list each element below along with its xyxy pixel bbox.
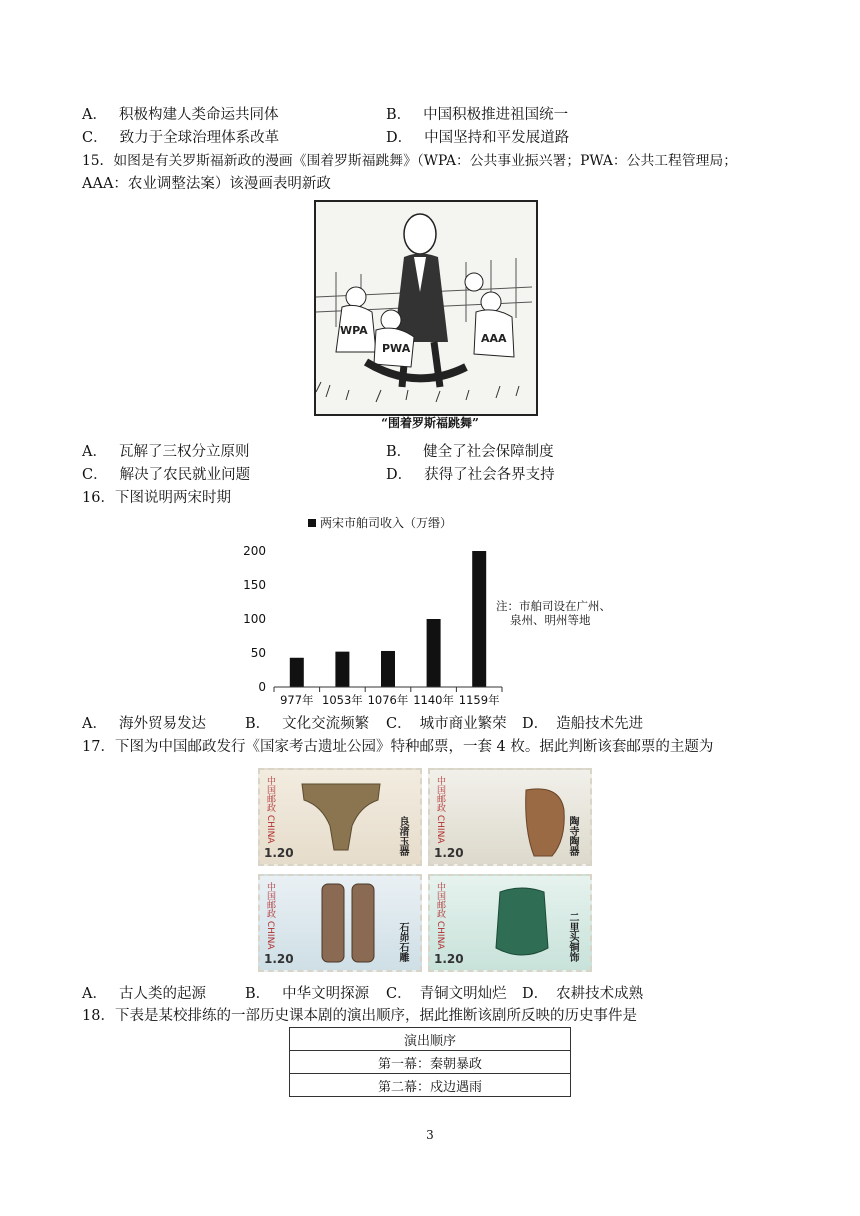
q14-option-c: C． 致力于全球治理体系改革	[82, 130, 280, 146]
chart-legend	[308, 515, 452, 530]
cartoon-caption: “围着罗斯福跳舞”	[381, 416, 479, 430]
y-tick-label: 50	[250, 646, 266, 660]
y-tick-label: 100	[243, 612, 266, 626]
q15-option-a: A． 瓦解了三权分立原则	[82, 444, 250, 460]
q17-stem: 17．下图为中国邮政发行《国家考古遗址公园》特种邮票，一套 4 枚。据此判断该套邮票的主题为	[82, 739, 714, 755]
chart-note-line1: 注：市舶司设在广州、	[496, 599, 611, 613]
page-number: 3	[426, 1128, 434, 1142]
q16-option-d: D． 造船技术先进	[522, 716, 644, 732]
y-tick-label: 150	[243, 578, 266, 592]
roosevelt-cartoon-image	[314, 200, 538, 416]
stamp-set-image	[258, 768, 592, 974]
q15-option-c: C． 解决了农民就业问题	[82, 467, 251, 483]
x-tick-label: 977年	[280, 693, 314, 707]
table-header-cell: 演出顺序	[290, 1028, 571, 1051]
table-row	[290, 1028, 571, 1051]
legend-label: 两宋市舶司收入（万缗）	[320, 516, 453, 530]
bar	[381, 651, 395, 687]
q14-option-d: D． 中国坚持和平发展道路	[386, 130, 570, 146]
q15-stem-line1: 15．如图是有关罗斯福新政的漫画《围着罗斯福跳舞》（WPA：公共事业振兴署；PWA：公共工程管理局；	[82, 153, 738, 169]
revenue-bar-chart	[240, 510, 640, 710]
bar	[290, 658, 304, 687]
bars	[290, 551, 486, 687]
q16-option-b: B． 文化交流频繁	[245, 716, 370, 732]
bar	[427, 619, 441, 687]
q15-stem-line2: AAA：农业调整法案）该漫画表明新政	[82, 176, 331, 192]
q18-stem: 18．下表是某校排练的一部历史课本剧的演出顺序，据此推断该剧所反映的历史事件是	[82, 1008, 637, 1024]
q17-option-a: A． 古人类的起源	[82, 986, 206, 1002]
performance-order-table	[289, 1027, 571, 1097]
legend-swatch	[308, 519, 316, 527]
q15-option-b: B． 健全了社会保障制度	[386, 444, 554, 460]
x-axis	[274, 687, 502, 707]
q16-option-a: A． 海外贸易发达	[82, 716, 206, 732]
stamp-pottery: 中国邮政 CHINA 1.20 陶寺陶器	[428, 768, 592, 866]
table-cell: 第二幕：戍边遇雨	[290, 1074, 571, 1097]
stamp-jade: 中国邮政 CHINA 1.20 良渚玉器	[258, 768, 422, 866]
y-tick-label: 200	[243, 544, 266, 558]
table-row	[290, 1051, 571, 1074]
chart-note-line2: 泉州、明州等地	[510, 613, 591, 627]
q14-option-a: A． 积极构建人类命运共同体	[82, 107, 279, 123]
stamp-stone: 中国邮政 CHINA 1.20 石峁石雕	[258, 874, 422, 972]
q15-option-d: D． 获得了社会各界支持	[386, 467, 555, 483]
x-tick-label: 1159年	[458, 693, 500, 707]
x-tick-label: 1076年	[367, 693, 409, 707]
q17-option-d: D． 农耕技术成熟	[522, 986, 644, 1002]
q17-option-c: C． 青铜文明灿烂	[386, 986, 507, 1002]
x-tick-label: 1053年	[322, 693, 363, 707]
bar	[335, 652, 349, 687]
bar	[472, 551, 486, 687]
table-cell: 第一幕：秦朝暴政	[290, 1051, 571, 1074]
cartoon-label-pwa: PWA	[382, 342, 411, 355]
cartoon-label-aaa: AAA	[481, 332, 507, 345]
q14-option-b: B． 中国积极推进祖国统一	[386, 107, 569, 123]
q16-stem: 16．下图说明两宋时期	[82, 490, 231, 506]
stamp-bronze: 中国邮政 CHINA 1.20 二里头铜饰	[428, 874, 592, 972]
cartoon-drawing	[316, 202, 532, 410]
cartoon-label-wpa: WPA	[340, 324, 368, 337]
y-axis	[243, 544, 266, 694]
table-row	[290, 1074, 571, 1097]
q16-option-c: C． 城市商业繁荣	[386, 716, 507, 732]
x-tick-label: 1140年	[413, 693, 454, 707]
y-tick-label: 0	[258, 680, 266, 694]
q17-option-b: B． 中华文明探源	[245, 986, 370, 1002]
